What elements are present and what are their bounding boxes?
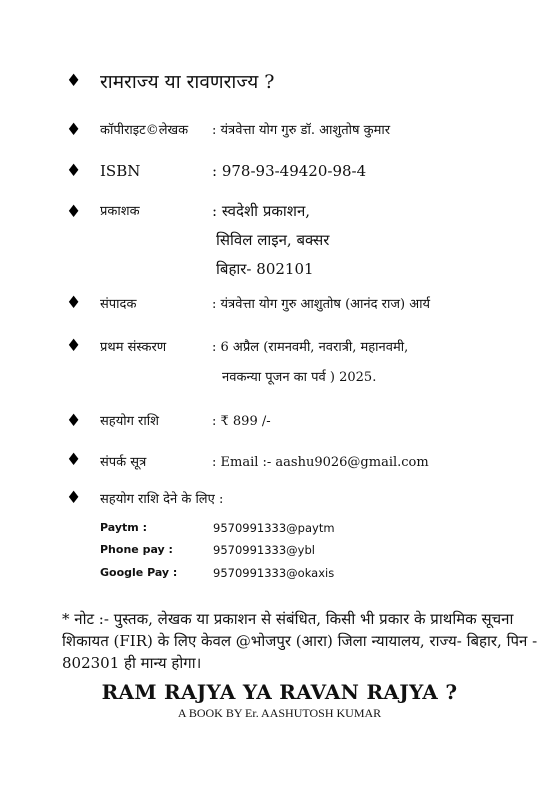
bullet-diamond-icon: ♦: [66, 71, 82, 91]
contact-value: : Email :- aashu9026@gmail.com: [212, 455, 429, 470]
copyright-value: : यंत्रवेत्ता योग गुरु डॉ. आशुतोष कुमार: [212, 123, 391, 138]
googlepay-label: Google Pay :: [100, 566, 178, 579]
paytm-label: Paytm :: [100, 521, 147, 534]
bullet-diamond-icon: ♦: [66, 161, 82, 181]
isbn-value: : 978-93-49420-98-4: [212, 162, 367, 180]
bullet-diamond-icon: ♦: [66, 488, 82, 508]
contribution-label: सहयोग राशि: [100, 414, 159, 429]
bullet-diamond-icon: ♦: [66, 336, 82, 356]
publisher-line1: : स्वदेशी प्रकाशन,: [212, 202, 311, 220]
book-title-hindi: रामराज्य या रावणराज्य ?: [100, 71, 275, 93]
book-title-english: RAM RAJYA YA RAVAN RAJYA ?: [101, 680, 458, 704]
bullet-diamond-icon: ♦: [66, 411, 82, 431]
bullet-diamond-icon: ♦: [66, 293, 82, 313]
bullet-diamond-icon: ♦: [66, 450, 82, 470]
contribution-value: : ₹ 899 /-: [212, 414, 271, 429]
publisher-line2: सिविल लाइन, बक्सर: [216, 231, 330, 249]
publisher-line3: बिहार- 802101: [216, 260, 314, 278]
payment-heading: सहयोग राशि देने के लिए :: [100, 492, 224, 507]
isbn-label: ISBN: [100, 162, 141, 180]
phonepay-label: Phone pay :: [100, 543, 173, 556]
phonepay-value: 9570991333@ybl: [213, 543, 315, 557]
bullet-diamond-icon: ♦: [66, 120, 82, 140]
copyright-label: कॉपीराइट©लेखक: [100, 123, 189, 138]
edition-line1: : 6 अप्रैल (रामनवमी, नवरात्री, महानवमी,: [212, 340, 409, 355]
legal-note: * नोट :- पुस्तक, लेखक या प्रकाशन से संबंधित, किसी भी प्रकार के प्राथमिक सूचना शिकायत (FIR) के लिए केवल @भोजपुर (आरा) जिला न्यायालय, राज्य- बिहार, पिन - 802301 ही मान्य होगा।: [62, 610, 538, 672]
edition-label: प्रथम संस्करण: [100, 340, 167, 355]
editor-label: संपादक: [100, 297, 137, 312]
paytm-value: 9570991333@paytm: [213, 521, 335, 535]
googlepay-value: 9570991333@okaxis: [213, 566, 335, 580]
bullet-diamond-icon: ♦: [66, 202, 82, 222]
publisher-label: प्रकाशक: [100, 204, 140, 219]
author-byline: A BOOK BY Er. AASHUTOSH KUMAR: [177, 706, 382, 720]
edition-line2: नवकन्या पूजन का पर्व ) 2025.: [222, 370, 377, 385]
editor-value: : यंत्रवेत्ता योग गुरु आशुतोष (आनंद राज) आर्य: [212, 297, 431, 312]
contact-label: संपर्क सूत्र: [100, 455, 147, 470]
